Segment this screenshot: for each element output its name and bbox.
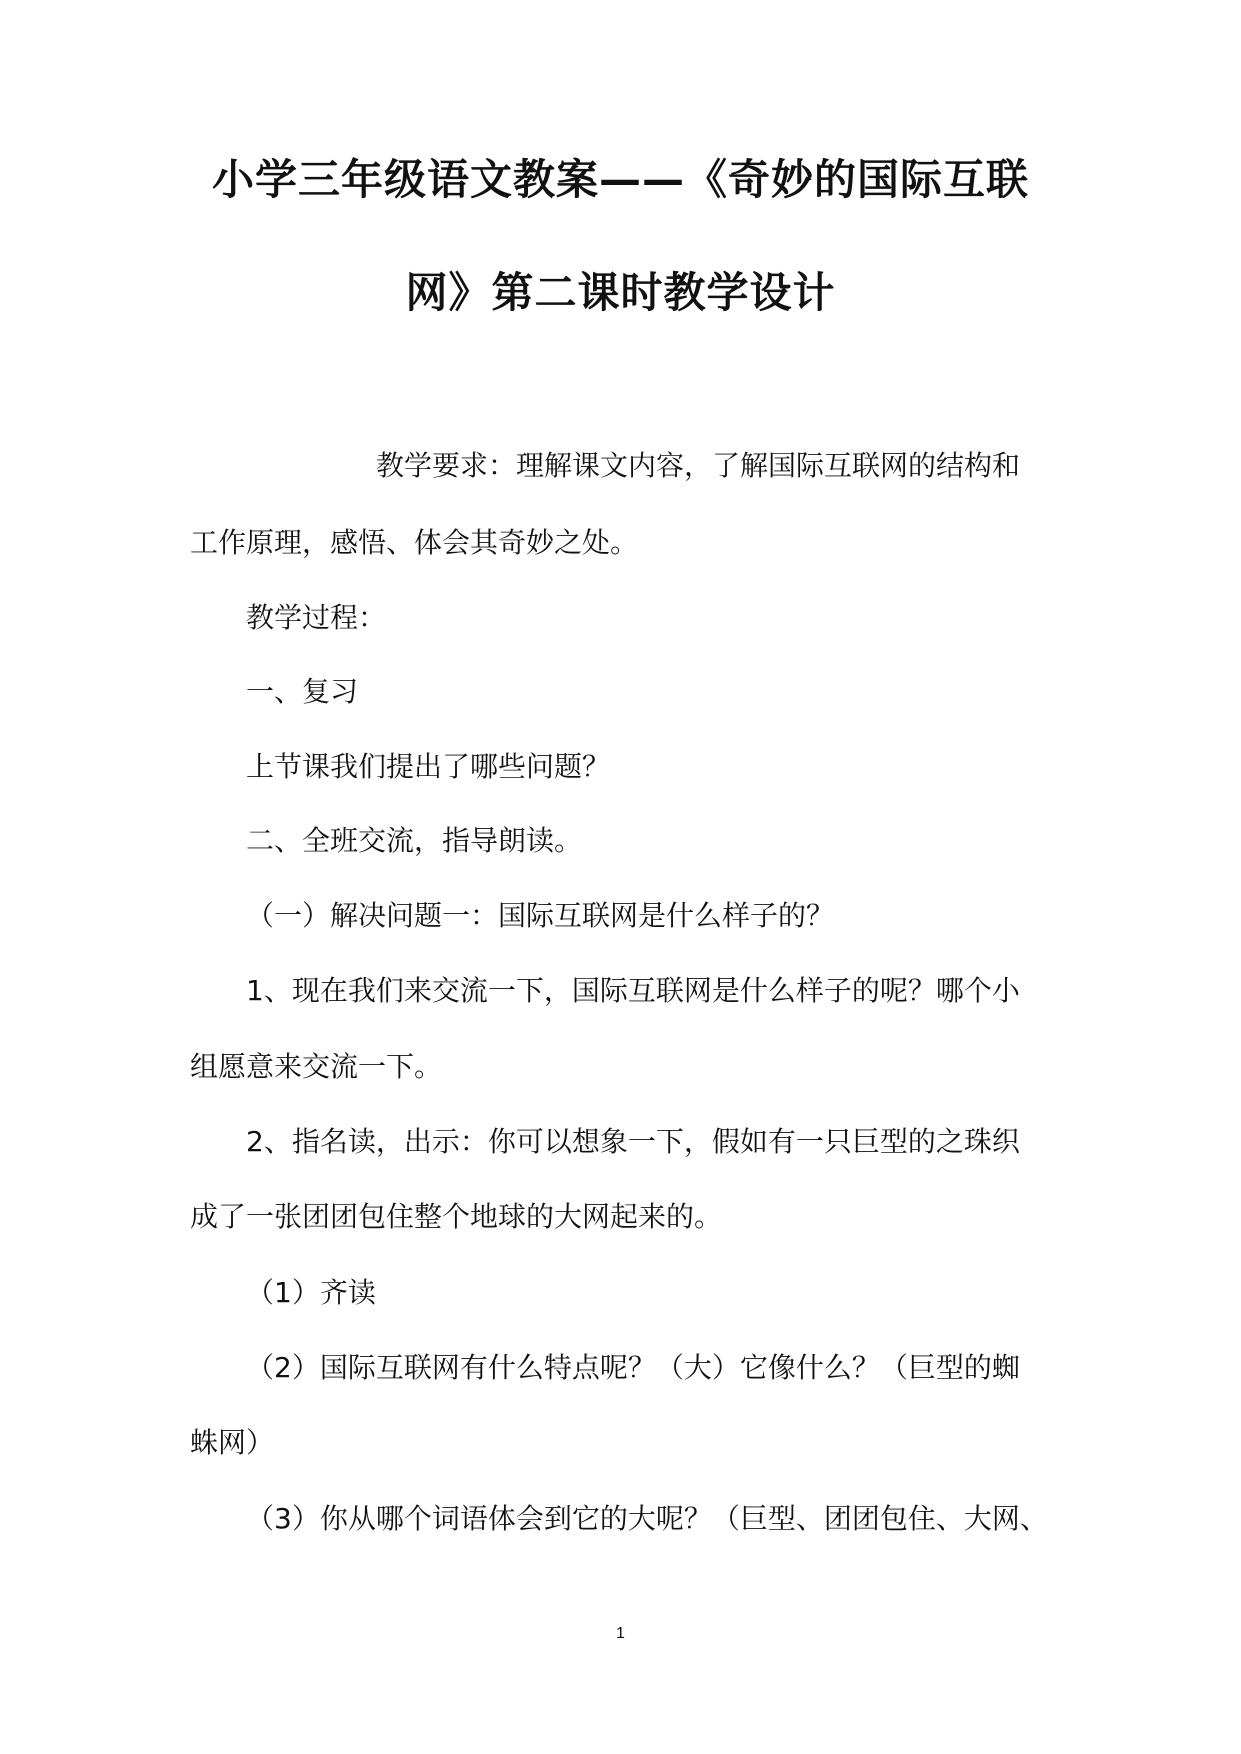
document-title-line-2: 网》第二课时教学设计 [405,268,836,317]
paragraph-line: （1）齐读 [246,1276,376,1309]
paragraph-line: （3）你从哪个词语体会到它的大呢？（巨型、团团包住、大网、 [246,1502,1048,1535]
paragraph-line: （2）国际互联网有什么特点呢？（大）它像什么？（巨型的蜘 [246,1351,1020,1384]
paragraph-line: 教学要求：理解课文内容，了解国际互联网的结构和 [376,449,1021,482]
paragraph-line: 1、现在我们来交流一下，国际互联网是什么样子的呢？哪个小 [246,974,1020,1007]
document-title-line-1: 小学三年级语文教案——《奇妙的国际互联 [211,155,1029,204]
paragraph-line: （一）解决问题一：国际互联网是什么样子的？ [246,899,835,932]
paragraph-line: 上节课我们提出了哪些问题？ [246,750,611,783]
section-heading: 一、复习 [246,675,359,708]
paragraph-line: 工作原理，感悟、体会其奇妙之处。 [190,526,639,559]
paragraph-line: 蛛网） [190,1426,275,1459]
page-number: 1 [616,1625,625,1642]
paragraph-line: 组愿意来交流一下。 [190,1050,443,1083]
paragraph-line: 成了一张团团包住整个地球的大网起来的。 [190,1200,723,1233]
paragraph-line: 2、指名读，出示：你可以想象一下，假如有一只巨型的之珠织 [246,1125,1020,1158]
section-heading: 二、全班交流，指导朗读。 [246,824,583,857]
paragraph-line: 教学过程： [246,601,387,634]
